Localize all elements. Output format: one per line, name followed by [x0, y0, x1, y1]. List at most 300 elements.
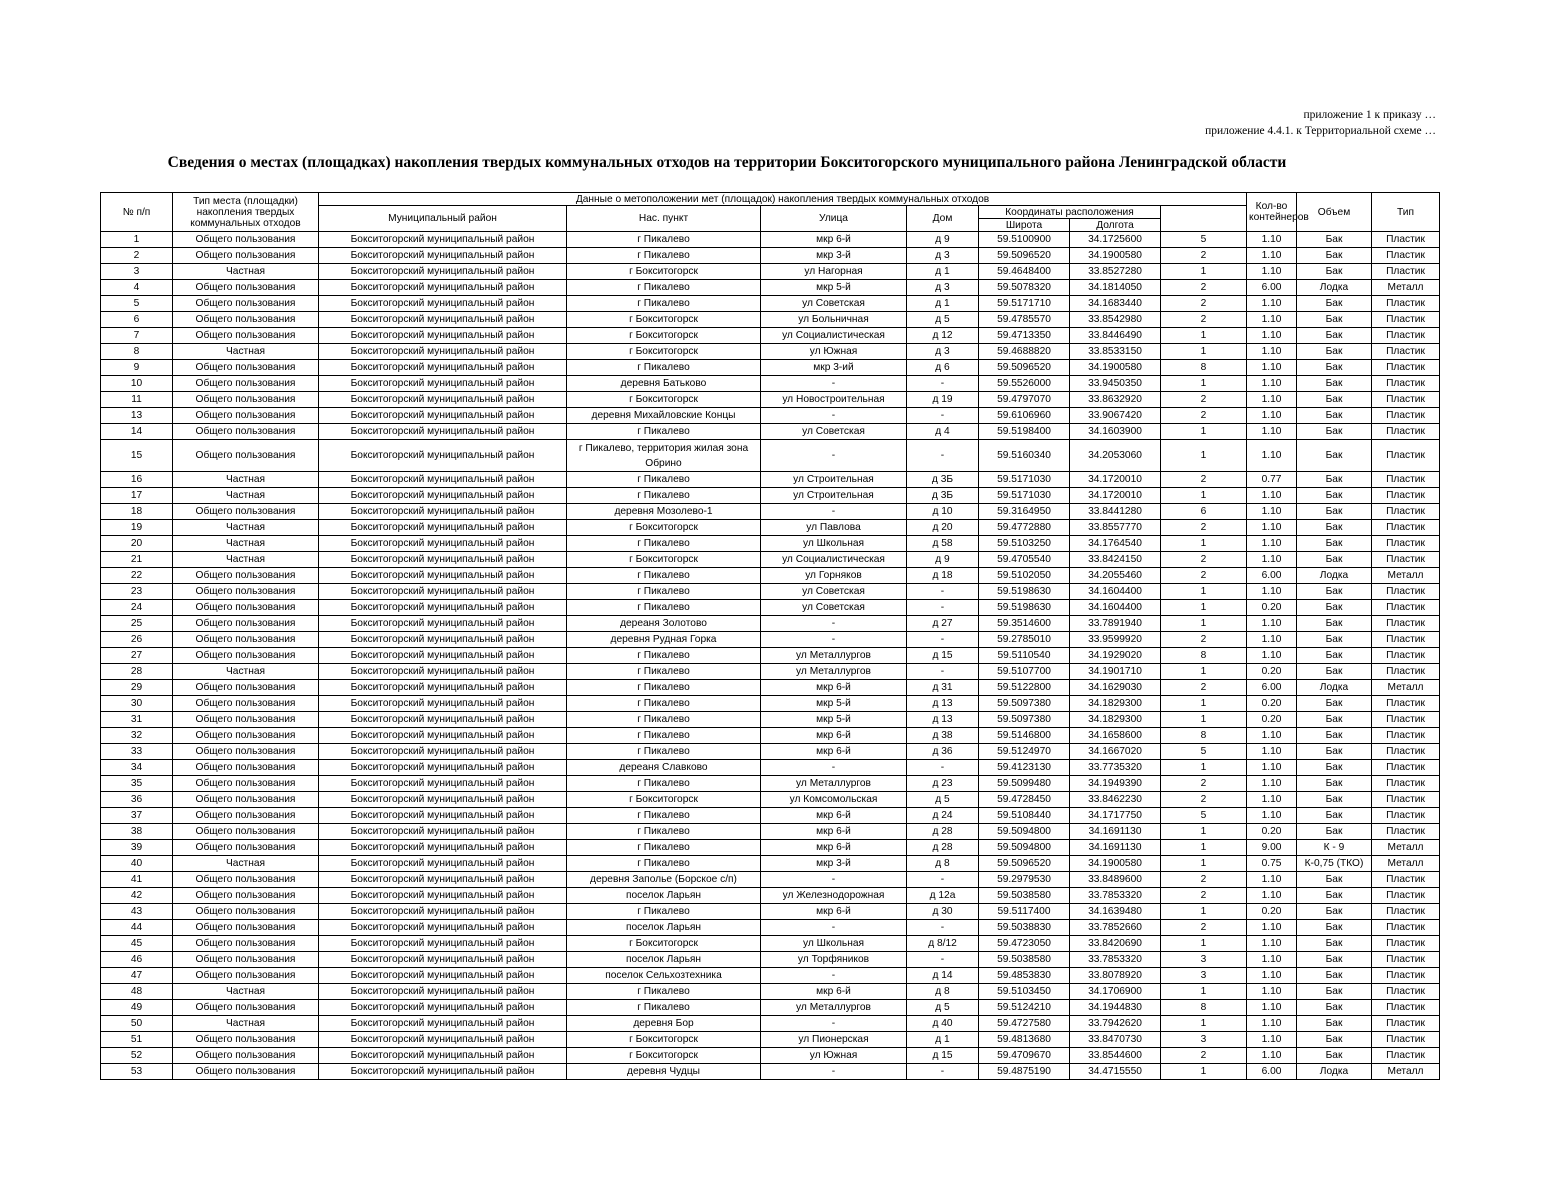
table-row	[101, 504, 1440, 520]
cell-container-kind: Бак	[1297, 664, 1372, 680]
cell-container-count: 1	[1161, 904, 1247, 920]
cell-container-count: 2	[1161, 280, 1247, 296]
cell-volume: 0.20	[1247, 696, 1297, 712]
cell-volume: 1.10	[1247, 408, 1297, 424]
cell-district: Бокситогорский муниципальный район	[319, 808, 567, 824]
cell-house: -	[907, 760, 979, 776]
cell-row-number: 36	[101, 792, 173, 808]
table-row	[101, 872, 1440, 888]
cell-container-count: 2	[1161, 792, 1247, 808]
cell-container-kind: Бак	[1297, 904, 1372, 920]
cell-row-number: 15	[101, 440, 173, 472]
cell-row-number: 33	[101, 744, 173, 760]
cell-settlement: г Пикалево	[567, 536, 761, 552]
cell-house: д 30	[907, 904, 979, 920]
cell-longitude: 34.4715550	[1070, 1064, 1161, 1080]
cell-house: д 58	[907, 536, 979, 552]
table-body	[101, 232, 1440, 1080]
cell-street: мкр 3-й	[761, 248, 907, 264]
cell-latitude: 59.5160340	[979, 440, 1070, 472]
cell-street: мкр 6-й	[761, 744, 907, 760]
cell-latitude: 59.5526000	[979, 376, 1070, 392]
cell-material: Пластик	[1372, 232, 1440, 248]
cell-latitude: 59.5110540	[979, 648, 1070, 664]
cell-material: Пластик	[1372, 520, 1440, 536]
cell-volume: 1.10	[1247, 536, 1297, 552]
cell-material: Пластик	[1372, 1032, 1440, 1048]
cell-district: Бокситогорский муниципальный район	[319, 248, 567, 264]
cell-latitude: 59.5094800	[979, 840, 1070, 856]
cell-site-type: Общего пользования	[173, 920, 319, 936]
cell-site-type: Общего пользования	[173, 424, 319, 440]
cell-site-type: Общего пользования	[173, 696, 319, 712]
table-row	[101, 600, 1440, 616]
cell-district: Бокситогорский муниципальный район	[319, 392, 567, 408]
cell-container-kind: Бак	[1297, 1032, 1372, 1048]
table-row	[101, 232, 1440, 248]
cell-house: д 23	[907, 776, 979, 792]
cell-street: -	[761, 616, 907, 632]
cell-volume: 6.00	[1247, 1064, 1297, 1080]
cell-site-type: Общего пользования	[173, 904, 319, 920]
table-row	[101, 792, 1440, 808]
cell-street: ул Железнодорожная	[761, 888, 907, 904]
cell-longitude: 34.1829300	[1070, 696, 1161, 712]
cell-house: д 28	[907, 840, 979, 856]
cell-row-number: 43	[101, 904, 173, 920]
cell-volume: 1.10	[1247, 360, 1297, 376]
cell-settlement: поселок Ларьян	[567, 888, 761, 904]
cell-row-number: 37	[101, 808, 173, 824]
cell-material: Пластик	[1372, 872, 1440, 888]
cell-container-kind: Бак	[1297, 504, 1372, 520]
table-row	[101, 856, 1440, 872]
cell-volume: 1.10	[1247, 440, 1297, 472]
cell-site-type: Общего пользования	[173, 232, 319, 248]
cell-container-count: 5	[1161, 744, 1247, 760]
cell-site-type: Общего пользования	[173, 1032, 319, 1048]
cell-site-type: Общего пользования	[173, 728, 319, 744]
cell-volume: 1.10	[1247, 792, 1297, 808]
cell-street: ул Металлургов	[761, 648, 907, 664]
cell-longitude: 34.1764540	[1070, 536, 1161, 552]
cell-site-type: Частная	[173, 856, 319, 872]
cell-settlement: г Пикалево	[567, 472, 761, 488]
cell-district: Бокситогорский муниципальный район	[319, 424, 567, 440]
cell-latitude: 59.4705540	[979, 552, 1070, 568]
cell-latitude: 59.5171030	[979, 472, 1070, 488]
cell-row-number: 32	[101, 728, 173, 744]
cell-container-count: 1	[1161, 824, 1247, 840]
cell-house: д 12	[907, 328, 979, 344]
cell-longitude: 34.1604400	[1070, 600, 1161, 616]
cell-longitude: 33.8527280	[1070, 264, 1161, 280]
cell-site-type: Общего пользования	[173, 312, 319, 328]
cell-volume: 1.10	[1247, 968, 1297, 984]
cell-site-type: Общего пользования	[173, 840, 319, 856]
cell-longitude: 34.1603900	[1070, 424, 1161, 440]
cell-district: Бокситогорский муниципальный район	[319, 376, 567, 392]
cell-settlement: г Бокситогорск	[567, 264, 761, 280]
table-row	[101, 920, 1440, 936]
cell-house: -	[907, 600, 979, 616]
cell-site-type: Общего пользования	[173, 568, 319, 584]
table-row	[101, 952, 1440, 968]
cell-street: мкр 3-й	[761, 856, 907, 872]
cell-longitude: 34.1900580	[1070, 248, 1161, 264]
table-row	[101, 392, 1440, 408]
cell-material: Пластик	[1372, 1016, 1440, 1032]
cell-material: Металл	[1372, 568, 1440, 584]
cell-street: мкр 6-й	[761, 904, 907, 920]
cell-site-type: Общего пользования	[173, 712, 319, 728]
cell-latitude: 59.4727580	[979, 1016, 1070, 1032]
cell-street: ул Металлургов	[761, 776, 907, 792]
cell-district: Бокситогорский муниципальный район	[319, 936, 567, 952]
cell-row-number: 6	[101, 312, 173, 328]
table-row	[101, 808, 1440, 824]
cell-street: ул Советская	[761, 424, 907, 440]
cell-container-count: 1	[1161, 328, 1247, 344]
cell-site-type: Общего пользования	[173, 360, 319, 376]
cell-district: Бокситогорский муниципальный район	[319, 1000, 567, 1016]
cell-container-count: 1	[1161, 488, 1247, 504]
cell-material: Пластик	[1372, 648, 1440, 664]
cell-district: Бокситогорский муниципальный район	[319, 312, 567, 328]
cell-volume: 1.10	[1247, 392, 1297, 408]
cell-container-count: 2	[1161, 568, 1247, 584]
table-row	[101, 712, 1440, 728]
cell-house: д 8	[907, 856, 979, 872]
cell-row-number: 9	[101, 360, 173, 376]
table-row	[101, 1000, 1440, 1016]
cell-longitude: 33.7853320	[1070, 952, 1161, 968]
cell-container-count: 2	[1161, 392, 1247, 408]
cell-container-count: 1	[1161, 1016, 1247, 1032]
cell-longitude: 33.7852660	[1070, 920, 1161, 936]
table-row	[101, 696, 1440, 712]
cell-row-number: 24	[101, 600, 173, 616]
cell-container-kind: Бак	[1297, 408, 1372, 424]
cell-container-kind: Бак	[1297, 744, 1372, 760]
cell-container-count: 2	[1161, 408, 1247, 424]
cell-house: д 8	[907, 984, 979, 1000]
cell-street: мкр 6-й	[761, 824, 907, 840]
cell-longitude: 34.1667020	[1070, 744, 1161, 760]
table-row	[101, 472, 1440, 488]
header-kind: Тип	[1372, 193, 1440, 232]
header-location-group: Данные о метоположении мет (площадок) накопления твердых коммунальных отходов	[319, 193, 1247, 206]
cell-site-type: Общего пользования	[173, 1000, 319, 1016]
cell-house: д 3Б	[907, 488, 979, 504]
cell-house: д 3	[907, 248, 979, 264]
cell-container-count: 3	[1161, 968, 1247, 984]
cell-house: д 3	[907, 280, 979, 296]
cell-volume: 0.20	[1247, 600, 1297, 616]
cell-volume: 1.10	[1247, 776, 1297, 792]
cell-volume: 1.10	[1247, 264, 1297, 280]
table-row	[101, 680, 1440, 696]
cell-settlement: г Пикалево	[567, 568, 761, 584]
cell-site-type: Общего пользования	[173, 952, 319, 968]
cell-material: Пластик	[1372, 792, 1440, 808]
cell-container-kind: Бак	[1297, 1016, 1372, 1032]
cell-material: Пластик	[1372, 616, 1440, 632]
cell-container-kind: Лодка	[1297, 280, 1372, 296]
cell-street: -	[761, 376, 907, 392]
cell-site-type: Общего пользования	[173, 280, 319, 296]
cell-container-kind: Лодка	[1297, 568, 1372, 584]
cell-container-count: 3	[1161, 1032, 1247, 1048]
cell-volume: 1.10	[1247, 344, 1297, 360]
cell-container-count: 5	[1161, 232, 1247, 248]
cell-district: Бокситогорский муниципальный район	[319, 616, 567, 632]
cell-material: Пластик	[1372, 360, 1440, 376]
cell-volume: 1.10	[1247, 296, 1297, 312]
cell-container-kind: Бак	[1297, 344, 1372, 360]
cell-settlement: г Пикалево	[567, 424, 761, 440]
cell-container-kind: Бак	[1297, 600, 1372, 616]
cell-longitude: 34.2053060	[1070, 440, 1161, 472]
cell-settlement: г Бокситогорск	[567, 520, 761, 536]
table-row	[101, 728, 1440, 744]
cell-latitude: 59.5038580	[979, 952, 1070, 968]
cell-district: Бокситогорский муниципальный район	[319, 408, 567, 424]
cell-row-number: 7	[101, 328, 173, 344]
cell-container-count: 2	[1161, 888, 1247, 904]
cell-settlement: г Пикалево	[567, 488, 761, 504]
cell-material: Пластик	[1372, 424, 1440, 440]
cell-site-type: Общего пользования	[173, 584, 319, 600]
table-row	[101, 936, 1440, 952]
table-row	[101, 520, 1440, 536]
cell-longitude: 33.8470730	[1070, 1032, 1161, 1048]
cell-container-count: 2	[1161, 872, 1247, 888]
cell-district: Бокситогорский муниципальный район	[319, 1048, 567, 1064]
cell-container-kind: Бак	[1297, 424, 1372, 440]
header-settlement: Нас. пункт	[567, 206, 761, 232]
cell-row-number: 11	[101, 392, 173, 408]
header-num: № п/п	[101, 193, 173, 232]
cell-container-kind: Бак	[1297, 440, 1372, 472]
cell-container-kind: Бак	[1297, 248, 1372, 264]
cell-container-kind: Бак	[1297, 872, 1372, 888]
cell-site-type: Частная	[173, 536, 319, 552]
cell-longitude: 34.1949390	[1070, 776, 1161, 792]
appendix-note-scheme: приложение 4.4.1. к Территориальной схеме …	[1205, 125, 1436, 137]
header-street: Улица	[761, 206, 907, 232]
cell-container-count: 2	[1161, 472, 1247, 488]
cell-latitude: 59.5097380	[979, 712, 1070, 728]
cell-latitude: 59.5038580	[979, 888, 1070, 904]
cell-latitude: 59.5171030	[979, 488, 1070, 504]
cell-settlement: г Пикалево, территория жилая зона Обрино	[567, 440, 761, 472]
cell-material: Пластик	[1372, 824, 1440, 840]
cell-district: Бокситогорский муниципальный район	[319, 760, 567, 776]
cell-street: ул Школьная	[761, 936, 907, 952]
cell-row-number: 44	[101, 920, 173, 936]
cell-longitude: 33.8533150	[1070, 344, 1161, 360]
cell-street: ул Горняков	[761, 568, 907, 584]
cell-volume: 9.00	[1247, 840, 1297, 856]
cell-row-number: 10	[101, 376, 173, 392]
table-row	[101, 488, 1440, 504]
cell-street: -	[761, 968, 907, 984]
cell-volume: 0.20	[1247, 712, 1297, 728]
cell-latitude: 59.5117400	[979, 904, 1070, 920]
cell-house: -	[907, 1064, 979, 1080]
header-district: Муниципальный район	[319, 206, 567, 232]
cell-house: д 1	[907, 296, 979, 312]
cell-container-count: 8	[1161, 648, 1247, 664]
cell-container-count: 1	[1161, 536, 1247, 552]
cell-container-count: 2	[1161, 1048, 1247, 1064]
table-row	[101, 312, 1440, 328]
cell-house: д 13	[907, 712, 979, 728]
cell-latitude: 59.5124210	[979, 1000, 1070, 1016]
cell-volume: 1.10	[1247, 424, 1297, 440]
cell-longitude: 34.1717750	[1070, 808, 1161, 824]
cell-longitude: 33.8542980	[1070, 312, 1161, 328]
cell-container-kind: Бак	[1297, 536, 1372, 552]
cell-house: д 12а	[907, 888, 979, 904]
cell-longitude: 33.8078920	[1070, 968, 1161, 984]
cell-house: д 5	[907, 1000, 979, 1016]
cell-longitude: 34.2055460	[1070, 568, 1161, 584]
cell-container-kind: Бак	[1297, 552, 1372, 568]
cell-house: -	[907, 632, 979, 648]
cell-container-kind: Бак	[1297, 616, 1372, 632]
cell-material: Пластик	[1372, 952, 1440, 968]
cell-latitude: 59.2785010	[979, 632, 1070, 648]
cell-longitude: 34.1900580	[1070, 360, 1161, 376]
cell-street: -	[761, 504, 907, 520]
header-house: Дом	[907, 206, 979, 232]
cell-house: д 10	[907, 504, 979, 520]
header-container-count: Кол-во контейнеров	[1247, 193, 1297, 232]
cell-house: д 5	[907, 312, 979, 328]
cell-material: Пластик	[1372, 904, 1440, 920]
cell-settlement: г Пикалево	[567, 600, 761, 616]
cell-house: д 38	[907, 728, 979, 744]
cell-row-number: 27	[101, 648, 173, 664]
cell-settlement: дереаня Золотово	[567, 616, 761, 632]
cell-latitude: 59.4853830	[979, 968, 1070, 984]
cell-house: -	[907, 872, 979, 888]
cell-district: Бокситогорский муниципальный район	[319, 904, 567, 920]
cell-longitude: 33.7735320	[1070, 760, 1161, 776]
cell-district: Бокситогорский муниципальный район	[319, 488, 567, 504]
cell-district: Бокситогорский муниципальный район	[319, 728, 567, 744]
cell-volume: 0.77	[1247, 472, 1297, 488]
cell-district: Бокситогорский муниципальный район	[319, 952, 567, 968]
cell-street: ул Школьная	[761, 536, 907, 552]
cell-row-number: 23	[101, 584, 173, 600]
cell-district: Бокситогорский муниципальный район	[319, 920, 567, 936]
cell-site-type: Общего пользования	[173, 328, 319, 344]
cell-street: мкр 5-й	[761, 696, 907, 712]
cell-settlement: г Бокситогорск	[567, 392, 761, 408]
cell-container-count: 2	[1161, 776, 1247, 792]
cell-latitude: 59.5100900	[979, 232, 1070, 248]
cell-longitude: 34.1691130	[1070, 840, 1161, 856]
cell-house: д 1	[907, 264, 979, 280]
cell-volume: 1.10	[1247, 584, 1297, 600]
cell-street: ул Нагорная	[761, 264, 907, 280]
table-row	[101, 984, 1440, 1000]
cell-material: Пластик	[1372, 1048, 1440, 1064]
table-row	[101, 248, 1440, 264]
cell-district: Бокситогорский муниципальный район	[319, 680, 567, 696]
cell-house: д 40	[907, 1016, 979, 1032]
cell-longitude: 33.8462230	[1070, 792, 1161, 808]
cell-district: Бокситогорский муниципальный район	[319, 264, 567, 280]
cell-latitude: 59.2979530	[979, 872, 1070, 888]
cell-container-kind: Бак	[1297, 696, 1372, 712]
table-row	[101, 664, 1440, 680]
cell-material: Пластик	[1372, 664, 1440, 680]
cell-street: -	[761, 920, 907, 936]
cell-house: д 8/12	[907, 936, 979, 952]
cell-row-number: 13	[101, 408, 173, 424]
cell-row-number: 52	[101, 1048, 173, 1064]
cell-settlement: г Бокситогорск	[567, 1032, 761, 1048]
cell-street: ул Советская	[761, 600, 907, 616]
cell-container-kind: Бак	[1297, 488, 1372, 504]
table-row	[101, 536, 1440, 552]
cell-longitude: 33.8420690	[1070, 936, 1161, 952]
cell-house: д 14	[907, 968, 979, 984]
cell-material: Пластик	[1372, 984, 1440, 1000]
cell-district: Бокситогорский муниципальный район	[319, 888, 567, 904]
cell-settlement: г Пикалево	[567, 856, 761, 872]
cell-house: д 3	[907, 344, 979, 360]
cell-latitude: 59.5102050	[979, 568, 1070, 584]
cell-street: мкр 6-й	[761, 232, 907, 248]
cell-container-count: 2	[1161, 632, 1247, 648]
cell-material: Пластик	[1372, 920, 1440, 936]
cell-house: д 20	[907, 520, 979, 536]
cell-site-type: Общего пользования	[173, 376, 319, 392]
cell-district: Бокситогорский муниципальный район	[319, 712, 567, 728]
cell-settlement: г Пикалево	[567, 360, 761, 376]
cell-container-count: 1	[1161, 616, 1247, 632]
cell-volume: 1.10	[1247, 1000, 1297, 1016]
cell-district: Бокситогорский муниципальный район	[319, 776, 567, 792]
cell-row-number: 2	[101, 248, 173, 264]
cell-material: Пластик	[1372, 744, 1440, 760]
cell-material: Пластик	[1372, 600, 1440, 616]
cell-row-number: 45	[101, 936, 173, 952]
cell-volume: 1.10	[1247, 1032, 1297, 1048]
cell-row-number: 41	[101, 872, 173, 888]
cell-house: д 24	[907, 808, 979, 824]
cell-street: мкр 6-й	[761, 808, 907, 824]
cell-longitude: 33.8632920	[1070, 392, 1161, 408]
cell-volume: 1.10	[1247, 312, 1297, 328]
cell-site-type: Общего пользования	[173, 760, 319, 776]
cell-container-kind: Бак	[1297, 632, 1372, 648]
cell-container-count: 1	[1161, 424, 1247, 440]
cell-latitude: 59.3514600	[979, 616, 1070, 632]
cell-row-number: 26	[101, 632, 173, 648]
cell-material: Пластик	[1372, 632, 1440, 648]
cell-material: Пластик	[1372, 264, 1440, 280]
cell-site-type: Общего пользования	[173, 968, 319, 984]
cell-settlement: г Пикалево	[567, 728, 761, 744]
cell-container-count: 1	[1161, 600, 1247, 616]
cell-site-type: Общего пользования	[173, 648, 319, 664]
